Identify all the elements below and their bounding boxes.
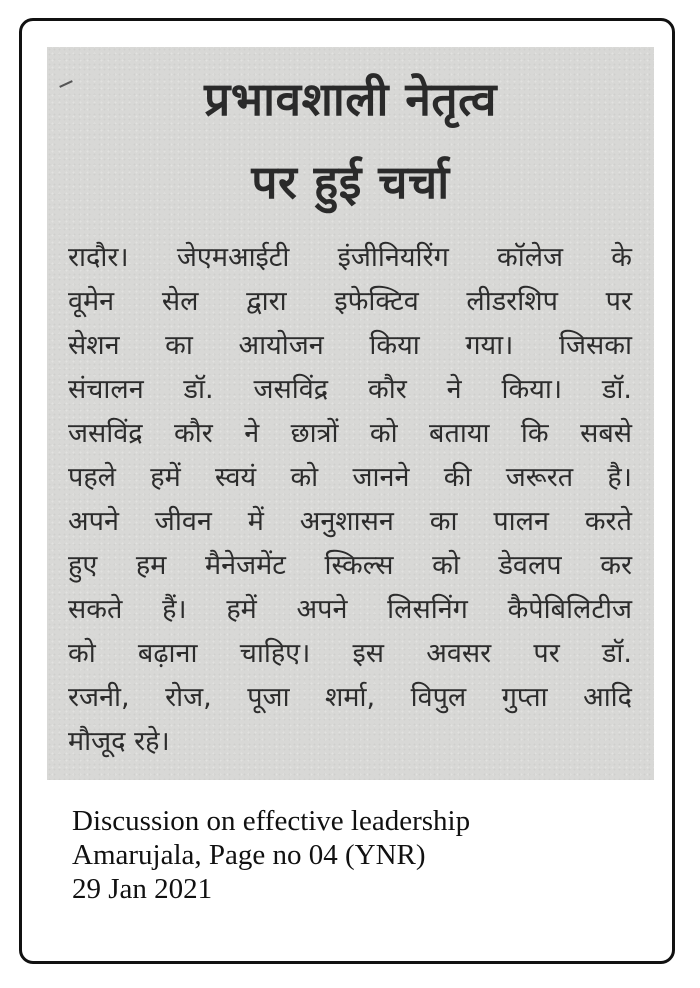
- article-line: हुए हम मैनेजमेंट स्किल्स को डेवलप कर: [68, 550, 632, 581]
- article-line: को बढ़ाना चाहिए। इस अवसर पर डॉ.: [68, 638, 632, 669]
- article-line: संचालन डॉ. जसविंद्र कौर ने किया। डॉ.: [68, 374, 632, 405]
- caption-source: Amarujala, Page no 04 (YNR): [72, 839, 426, 871]
- headline-line-1: प्रभावशाली नेतृत्व: [204, 72, 497, 126]
- headline-line-2: पर हुई चर्चा: [251, 155, 450, 209]
- article-line: पहले हमें स्वयं को जानने की जरूरत है।: [68, 462, 632, 493]
- article-line: रादौर। जेएमआईटी इंजीनियरिंग कॉलेज के: [68, 242, 632, 273]
- article-line: वूमेन सेल द्वारा इफेक्टिव लीडरशिप पर: [68, 286, 632, 317]
- article-line: सकते हैं। हमें अपने लिसनिंग कैपेबिलिटीज: [68, 594, 632, 625]
- caption-title: Discussion on effective leadership: [72, 805, 471, 837]
- article-line: सेशन का आयोजन किया गया। जिसका: [68, 330, 632, 361]
- caption-date: 29 Jan 2021: [72, 873, 213, 905]
- newspaper-clipping: [47, 47, 654, 780]
- article-line: जसविंद्र कौर ने छात्रों को बताया कि सबसे: [68, 418, 632, 449]
- article-line-last: मौजूद रहे।: [68, 726, 170, 757]
- article-line: रजनी, रोज, पूजा शर्मा, विपुल गुप्ता आदि: [68, 682, 632, 713]
- article-line: अपने जीवन में अनुशासन का पालन करते: [68, 506, 632, 537]
